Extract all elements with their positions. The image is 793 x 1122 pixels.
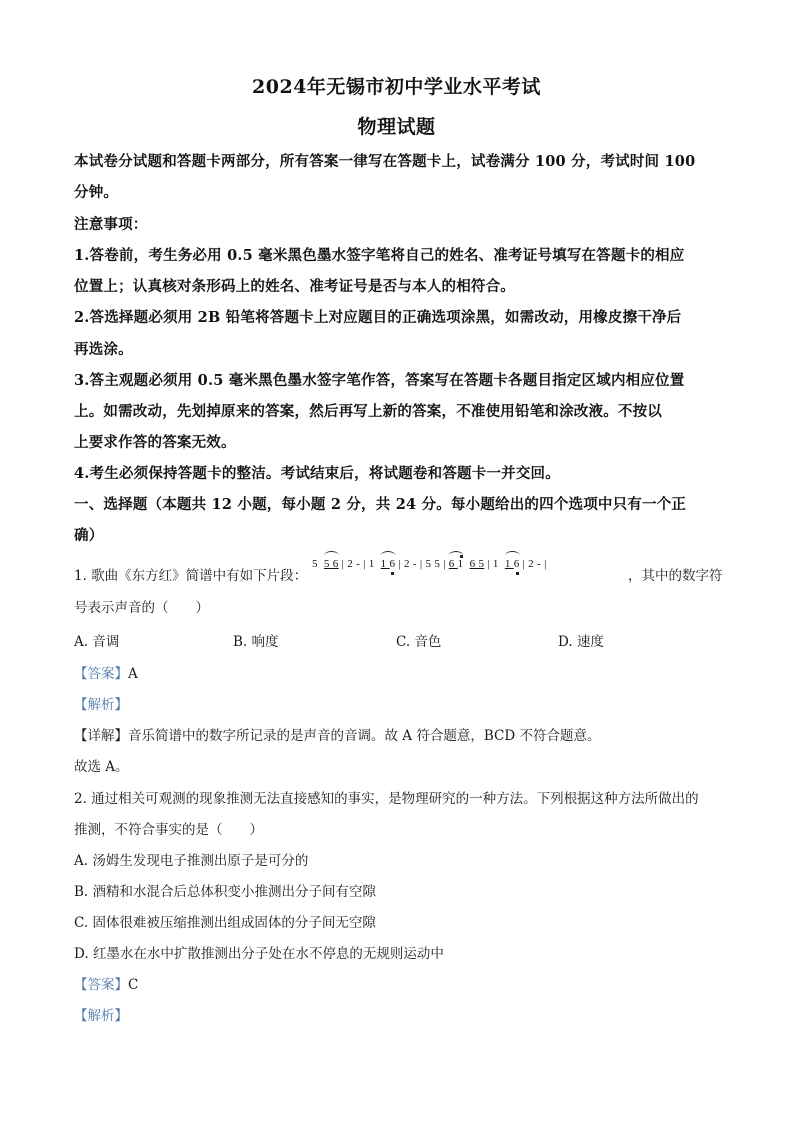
exam-subtitle: 物理试题 [357, 116, 436, 138]
q1-conclusion: 故选 A。 [74, 759, 129, 775]
q2-option-a: A. 汤姆生发现电子推测出原子是可分的 [74, 853, 309, 869]
notice-item-1-line-1: 1.答卷前，考生务必用 0.5 毫米黑色墨水签字笔将自己的姓名、准考证号填写在答题卡的相应 [74, 247, 685, 264]
notice-item-2-line-1: 2.答选择题必须用 2B 铅笔将答题卡上对应题目的正确选项涂黑，如需改动，用橡皮擦干净后 [74, 309, 682, 326]
notice-item-1-line-2: 位置上；认真核对条形码上的姓名、准考证号是否与本人的相符合。 [74, 278, 515, 295]
q2-option-b: B. 酒精和水混合后总体积变小推测出分子间有空隙 [74, 884, 377, 900]
slur-mark: 1 6 [380, 558, 396, 570]
detail-tag: 【详解】 [74, 728, 128, 744]
q1-analysis-tag: 【解析】 [74, 697, 128, 713]
answer-value: C [128, 977, 139, 993]
q1-detail: 【详解】音乐简谱中的数字所记录的是声音的音调。故 A 符合题意，BCD 不符合题意。 [74, 728, 601, 744]
answer-value: A [128, 666, 138, 682]
notice-heading: 注意事项： [74, 216, 148, 233]
q2-option-d: D. 红墨水在水中扩散推测出分子处在水不停息的无规则运动中 [74, 946, 444, 962]
answer-tag: 【答案】 [74, 977, 128, 993]
notice-item-3-line-3: 上要求作答的答案无效。 [74, 434, 236, 451]
section-heading-line-2: 确） [74, 527, 104, 544]
slur-mark: 6 1 [448, 558, 464, 570]
notice-item-4: 4.考生必须保持答题卡的整洁。考试结束后，将试题卷和答题卡一并交回。 [74, 465, 560, 482]
q1-stem-prefix: 1. 歌曲《东方红》简谱中有如下片段： [74, 568, 308, 584]
q2-stem-line-2: 推测，不符合事实的是（ ） [74, 822, 263, 838]
q1-option-b: B. 响度 [233, 634, 279, 650]
notice-item-2-line-2: 再选涂。 [74, 341, 133, 358]
q1-option-c: C. 音色 [396, 634, 442, 650]
q1-answer [74, 662, 734, 682]
section-heading-line-1: 一、选择题（本题共 12 小题，每小题 2 分，共 24 分。每小题给出的四个选项中只有一个正 [74, 496, 687, 513]
exam-title: 2024年无锡市初中学业水平考试 [252, 76, 541, 98]
notice-item-3-line-2: 上。如需改动，先划掉原来的答案，然后再写上新的答案，不准使用铅笔和涂改液。不按以 [74, 403, 662, 420]
q1-score-notation: 5 5 6 | 2 - | 1 1 6 | 2 - | 5 5 | 6 1 6 5 | 1 1 6 | 2 - | [312, 558, 547, 570]
notice-item-3-line-1: 3.答主观题必须用 0.5 毫米黑色墨水签字笔作答，答案写在答题卡各题目指定区域内相应位置 [74, 372, 685, 389]
q2-option-c: C. 固体很难被压缩推测出组成固体的分子间无空隙 [74, 915, 376, 931]
q2-stem-line-1: 2. 通过相关可观测的现象推测无法直接感知的事实，是物理研究的一种方法。下列根据这种方法所做出的 [74, 791, 699, 807]
q1-option-a: A. 音调 [74, 634, 120, 650]
answer-tag: 【答案】 [74, 666, 128, 682]
q1-option-d: D. 速度 [558, 634, 604, 650]
q1-stem-line-2: 号表示声音的（ ） [74, 600, 209, 616]
q2-analysis-tag: 【解析】 [74, 1008, 128, 1024]
intro-line-2: 分钟。 [74, 184, 119, 201]
q1-stem-suffix: ，其中的数字符 [628, 568, 723, 584]
intro-line-1: 本试卷分试题和答题卡两部分，所有答案一律写在答题卡上，试卷满分 100 分，考试时间 100 [74, 153, 696, 170]
q2-answer [74, 973, 734, 993]
slur-mark: 5 6 [323, 558, 339, 570]
slur-mark: 1 6 [504, 558, 520, 570]
